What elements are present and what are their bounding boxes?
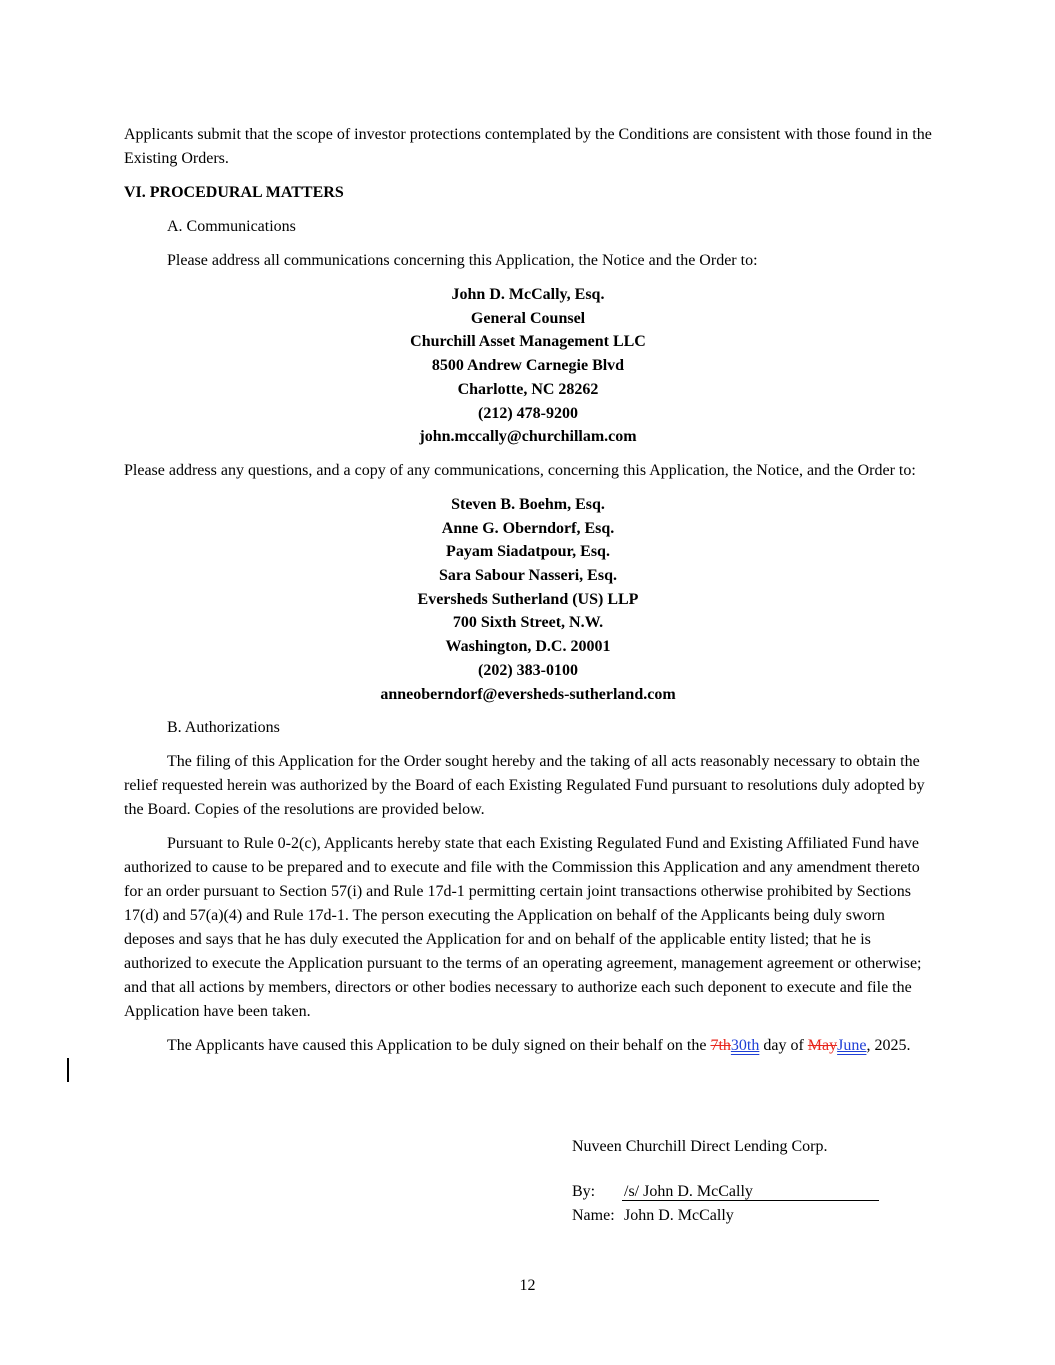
contact-street: 8500 Andrew Carnegie Blvd	[431, 357, 625, 375]
page-number: 12	[519, 1277, 536, 1294]
copy-instruction: Please address any questions, and a copy of any communications, concerning this Application, the Notice, and the Order to:	[124, 461, 916, 479]
signature-value: /s/ John D. McCally	[622, 1183, 879, 1201]
authorizations-heading: B. Authorizations	[167, 719, 280, 737]
deleted-day: 7th	[710, 1037, 731, 1055]
inserted-month: June	[837, 1037, 867, 1055]
name-label: Name:	[572, 1207, 615, 1224]
authorizations-paragraph-2: Pursuant to Rule 0-2(c), Applicants hereby state that each Existing Regulated Fund and Existing Affiliated Fund have authorized to cause to be prepared and to execute and file with the Commission this Application and any amendment thereto for an order pursuant to Section 57(i) and Rule 17d-1 permitting certain joint transactions otherwise prohibited by Sections 17(d) and 57(a)(4) and Rule 17d-1. The person executing the Application on behalf of the Applicants being duly sworn deposes and says that he has duly executed the Application for and on behalf of the applicable entity listed; that he is authorized to execute the Application pursuant to the terms of an operating agreement, management agreement or otherwise; and that all actions by members, directors or other bodies necessary to authorize each such deponent to execute and file the Application have been taken.	[124, 835, 922, 1021]
communications-heading: A. Communications	[167, 218, 296, 235]
copy-contact-name: Steven B. Boehm, Esq.	[451, 495, 605, 513]
copy-contact-email: anneoberndorf@eversheds-sutherland.com	[380, 685, 676, 703]
signature-block	[572, 1135, 892, 1228]
copy-contact-block	[124, 493, 932, 706]
by-label: By:	[572, 1183, 596, 1200]
authorizations-paragraph-1: The filing of this Application for the Order sought hereby and the taking of all acts reasonably necessary to obtain the relief requested herein was authorized by the Board of each Existing Regulated Fund pursuant to resolutions duly adopted by the Board. Copies of the resolutions are provided below.	[124, 753, 925, 819]
deleted-month: May	[807, 1037, 838, 1055]
signed-statement-suffix: , 2025.	[866, 1037, 911, 1055]
copy-contact-street: 700 Sixth Street, N.W.	[452, 614, 604, 632]
signature-company: Nuveen Churchill Direct Lending Corp.	[572, 1138, 828, 1155]
copy-contact-city: Washington, D.C. 20001	[445, 638, 611, 656]
primary-contact-block	[124, 283, 932, 449]
copy-contact-phone: (202) 383-0100	[478, 661, 578, 679]
signed-statement-middle: day of	[759, 1037, 808, 1055]
revision-change-bar	[67, 1058, 69, 1082]
inserted-day: 30th	[730, 1037, 760, 1055]
contact-title: General Counsel	[470, 309, 586, 327]
signer-name: John D. McCally	[624, 1207, 734, 1224]
contact-email: john.mccally@churchillam.com	[419, 428, 637, 446]
copy-contact-name: Anne G. Oberndorf, Esq.	[441, 519, 615, 537]
contact-city: Charlotte, NC 28262	[457, 380, 599, 398]
section-heading: VI. PROCEDURAL MATTERS	[124, 184, 344, 201]
signature-by-line	[572, 1180, 892, 1204]
copy-contact-name: Sara Sabour Nasseri, Esq.	[439, 567, 617, 585]
contact-name: John D. McCally, Esq.	[451, 286, 605, 303]
document-body	[124, 123, 932, 1068]
signature-name-line	[572, 1204, 892, 1228]
signed-statement-prefix: The Applicants have caused this Application to be duly signed on their behalf on the	[167, 1037, 711, 1055]
intro-paragraph: Applicants submit that the scope of investor protections contemplated by the Conditions are consistent with those found in the Existing Orders.	[124, 126, 932, 167]
contact-phone: (212) 478-9200	[478, 404, 578, 422]
copy-contact-name: Payam Siadatpour, Esq.	[446, 543, 610, 561]
copy-contact-firm: Eversheds Sutherland (US) LLP	[417, 590, 639, 608]
signed-statement	[124, 1034, 932, 1058]
communications-instruction: Please address all communications concerning this Application, the Notice and the Order to:	[167, 252, 758, 269]
contact-company: Churchill Asset Management LLC	[410, 333, 646, 351]
